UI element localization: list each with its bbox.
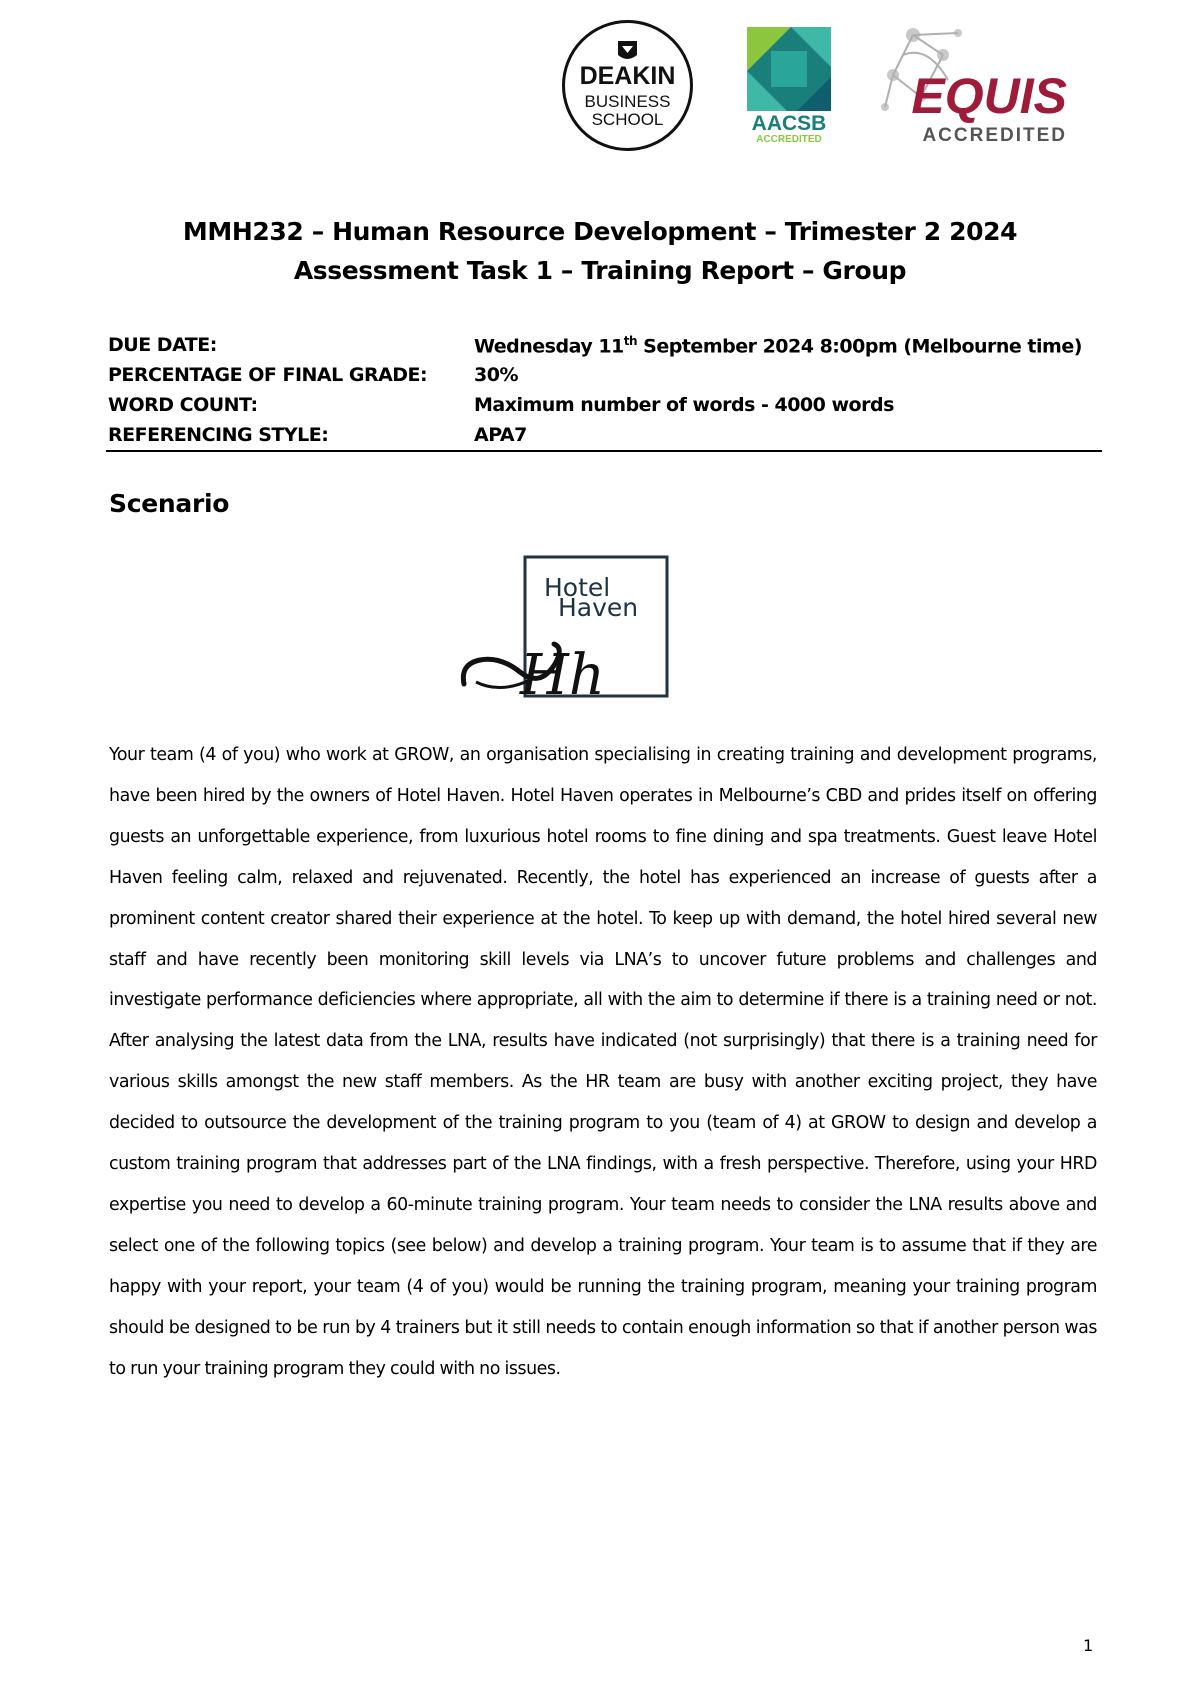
grade-percentage-label: PERCENTAGE OF FINAL GRADE: bbox=[108, 364, 428, 386]
equis-wordmark: EQUIS bbox=[911, 68, 1067, 124]
aacsb-emblem-icon bbox=[747, 27, 831, 111]
word-count-value: Maximum number of words - 4000 words bbox=[474, 394, 894, 416]
hotel-name-line1: Hotel bbox=[544, 573, 611, 602]
hotel-monogram-icon bbox=[463, 643, 605, 704]
assessment-details bbox=[108, 334, 1102, 454]
equis-accredited-text: ACCREDITED bbox=[922, 125, 1067, 146]
referencing-style-label: REFERENCING STYLE: bbox=[108, 424, 329, 446]
referencing-style-value: APA7 bbox=[474, 424, 527, 446]
grade-percentage-value: 30% bbox=[474, 364, 518, 386]
deakin-school-text: SCHOOL bbox=[591, 110, 664, 129]
due-date-value: Wednesday 11th September 2024 8:00pm (Melbourne time) bbox=[474, 334, 1082, 358]
deakin-crest-icon bbox=[618, 41, 637, 59]
due-date-row bbox=[108, 334, 1102, 364]
word-count-label: WORD COUNT: bbox=[108, 394, 258, 416]
deakin-business-text: BUSINESS bbox=[584, 92, 671, 111]
svg-text:Hh: Hh bbox=[520, 643, 605, 704]
deakin-business-school-logo bbox=[561, 19, 694, 152]
word-count-row bbox=[108, 394, 1102, 424]
hotel-name-line2: Haven bbox=[558, 593, 639, 622]
document-title: MMH232 – Human Resource Development – Trimester 2 2024 bbox=[182, 217, 1018, 246]
section-divider bbox=[106, 450, 1102, 452]
scenario-paragraph: Your team (4 of you) who work at GROW, an organisation specialising in creating training and development programs, have been hired by the owners of Hotel Haven. Hotel Haven operates in Melbourne’s CBD and prides itself on offering guests an unforgettable experience, from luxurious hotel rooms to fine dining and spa treatments. Guest leave Hotel Haven feeling calm, relaxed and rejuvenated. Recently, the hotel has experienced an increase of guests after a prominent content creator shared their experience at the hotel. To keep up with demand, the hotel hired several new staff and have recently been monitoring skill levels via LNA’s to uncover future problems and challenges and investigate performance deficiencies where appropriate, all with the aim to determine if there is a training need or not. After analysing the latest data from the LNA, results have indicated (not surprisingly) that there is a training need for various skills amongst the new staff members. As the HR team are busy with another exciting project, they have decided to outsource the development of the training program to you (team of 4) at GROW to design and develop a custom training program that addresses part of the LNA findings, with a fresh perspective. Therefore, using your HRD expertise you need to develop a 60-minute training program. Your team needs to consider the LNA results above and select one of the following topics (see below) and develop a training program. Your team is to assume that if they are happy with your report, your team (4 of you) would be running the training program, meaning your training program should be designed to be run by 4 trainers but it still needs to contain enough information so that if another person was to run your training program they could with no issues. bbox=[109, 745, 1097, 1379]
scenario-heading: Scenario bbox=[109, 489, 230, 518]
aacsb-wordmark: AACSB bbox=[751, 112, 827, 135]
grade-percentage-row bbox=[108, 364, 1102, 394]
hotel-haven-logo bbox=[460, 554, 674, 704]
page-number: 1 bbox=[1083, 1636, 1094, 1655]
assessment-subtitle: Assessment Task 1 – Training Report – Group bbox=[293, 256, 907, 285]
aacsb-accredited-logo bbox=[747, 27, 831, 144]
aacsb-accredited-text: ACCREDITED bbox=[756, 134, 822, 144]
deakin-wordmark: DEAKIN bbox=[579, 62, 676, 90]
equis-accredited-logo bbox=[873, 25, 1069, 147]
due-date-label: DUE DATE: bbox=[108, 334, 217, 356]
